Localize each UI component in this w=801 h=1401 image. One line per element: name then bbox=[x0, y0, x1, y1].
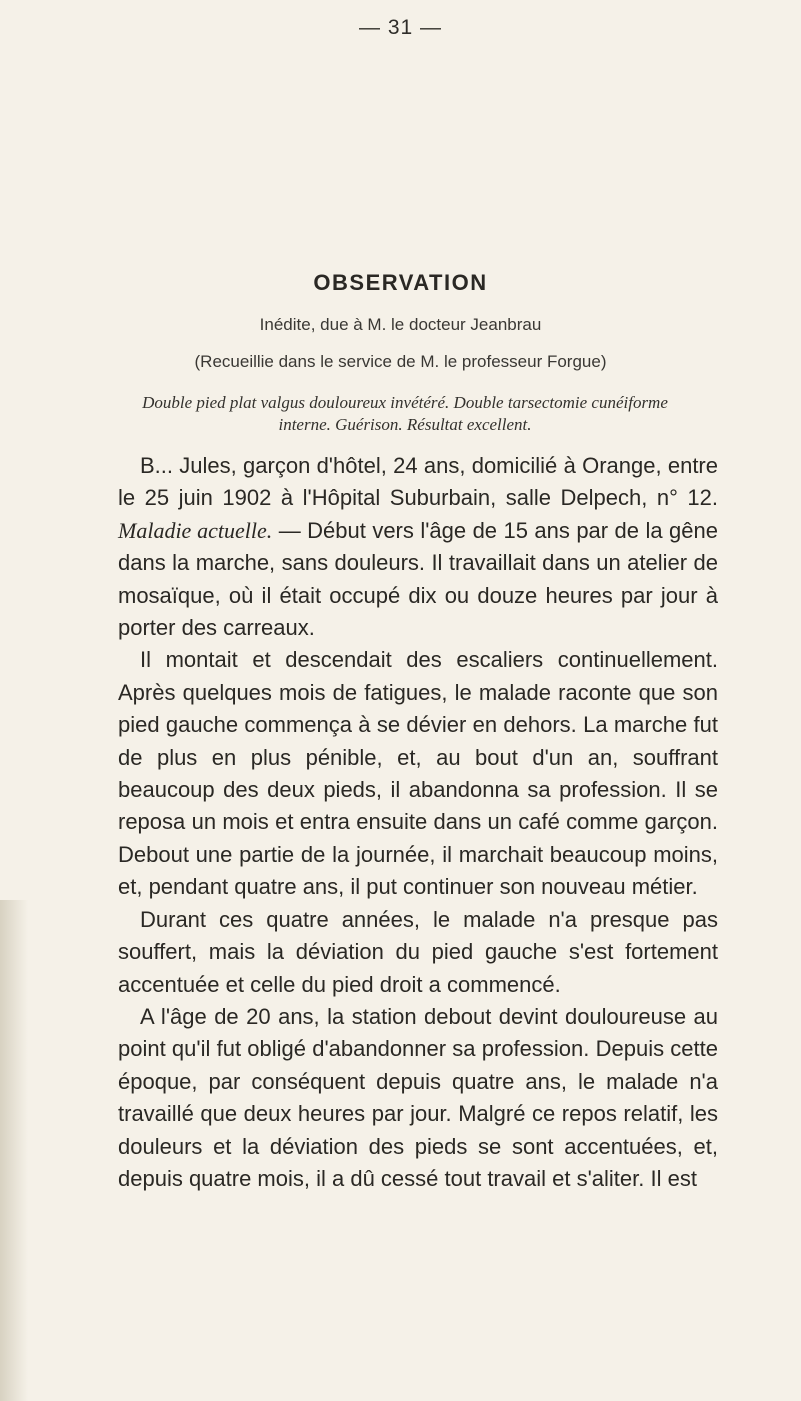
paragraph-3: Durant ces quatre années, le malade n'a presque pas souffert, mais la déviation du pied gauche s'est fortement accentuée et celle du pied droit a commencé. bbox=[118, 906, 718, 997]
paragraph-2: Il montait et descendait des escaliers continuellement. Après quelques mois de fatigues, le malade raconte que son pied gauche commença à se dévier en dehors. La marche fut de plus en plus pénible, et, au bout d'un an, souffrant beaucoup des deux pieds, il abandonna sa profession. Il se reposa un mois et entra ensuite dans un café comme garçon. Debout une partie de la journée, il marchait beaucoup moins, et, pendant quatre ans, il put continuer son nouveau métier. bbox=[118, 647, 718, 900]
author-line: Inédite, due à M. le docteur Jeanbrau bbox=[259, 315, 542, 334]
paragraph-1 bbox=[118, 450, 718, 644]
paragraph-1-rest: — Début vers l'âge de 15 ans par de la gêne dans la marche, sans douleurs. Il travaillait dans un atelier de mosaïque, où il était occupé dix ou douze heures par jour à porter des carreaux. bbox=[118, 517, 718, 641]
observation-title: OBSERVATION bbox=[313, 270, 488, 295]
collection-note: (Recueillie dans le service de M. le professeur Forgue) bbox=[194, 352, 607, 371]
observation-body bbox=[118, 450, 718, 1195]
paragraph-1-intro: B... Jules, garçon d'hôtel, 24 ans, domicilié à Orange, entre le 25 juin 1902 à l'Hôpital Suburbain, salle Delpech, n° 12. bbox=[118, 453, 718, 511]
paragraph-4: A l'âge de 20 ans, la station debout devint douloureuse au point qu'il fut obligé d'abandonner sa profession. Depuis cette époque, par conséquent depuis quatre ans, le malade n'a travaillé que deux heures par jour. Malgré ce repos relatif, les douleurs et la déviation des pieds se sont accentuées, et, depuis quatre mois, il a dû cessé tout travail et s'aliter. Il est bbox=[118, 1003, 718, 1191]
page-number: — 31 — bbox=[358, 16, 443, 39]
current-illness-label: Maladie actuelle. bbox=[118, 517, 273, 543]
case-summary: Double pied plat valgus douloureux invétéré. Double tarsectomie cunéiforme interne. Guérison. Résultat excellent. bbox=[142, 393, 668, 434]
paper-stain bbox=[0, 900, 28, 1401]
